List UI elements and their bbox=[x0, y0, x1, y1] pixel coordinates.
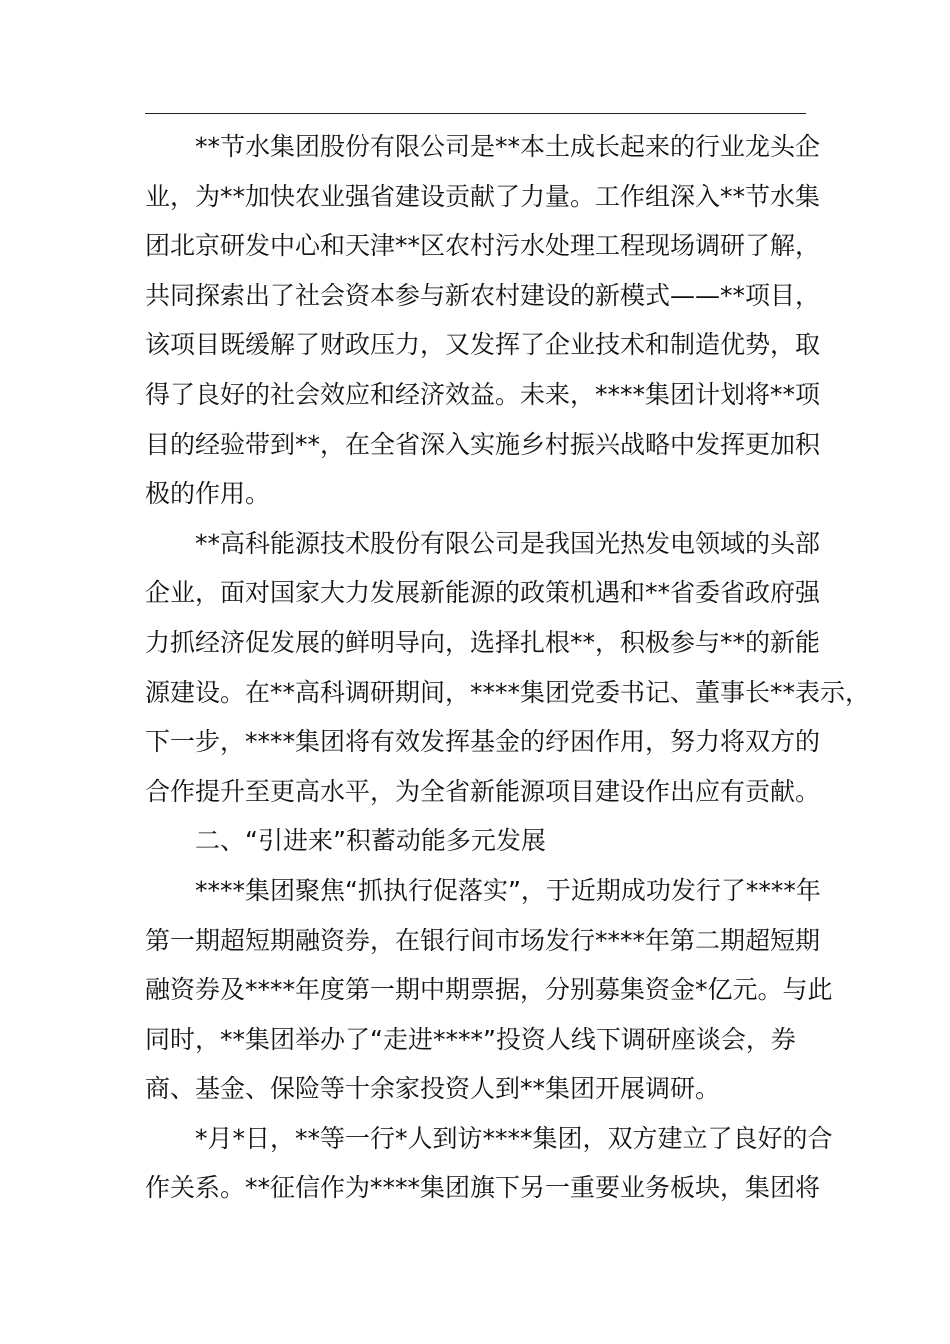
text-line: 该项目既缓解了财政压力，又发挥了企业技术和制造优势，取 bbox=[145, 330, 821, 360]
paragraph-visit bbox=[145, 1114, 833, 1213]
section-heading bbox=[145, 816, 820, 866]
section-heading-text: 二、“引进来”积蓄动能多元发展 bbox=[195, 826, 546, 856]
paragraph-jieshui bbox=[145, 122, 820, 519]
text-line: 团北京研发中心和天津**区农村污水处理工程现场调研了解， bbox=[145, 231, 821, 261]
text-line: 融资券及****年度第一期中期票据，分别募集资金*亿元。与此 bbox=[145, 975, 833, 1005]
text-line: **高科能源技术股份有限公司是我国光热发电领域的头部 bbox=[195, 528, 821, 558]
text-line: 极的作用。 bbox=[145, 479, 271, 509]
paragraph-financing bbox=[145, 866, 833, 1114]
text-line: 第一期超短期融资券，在银行间市场发行****年第二期超短期 bbox=[145, 925, 821, 955]
text-line: 商、基金、保险等十余家投资人到**集团开展调研。 bbox=[145, 1074, 721, 1104]
header-rule bbox=[145, 113, 806, 114]
text-line: 目的经验带到**，在全省深入实施乡村振兴战略中发挥更加积 bbox=[145, 429, 821, 459]
text-line: 源建设。在**高科调研期间，****集团党委书记、董事长**表示， bbox=[145, 677, 871, 707]
text-line: 下一步，****集团将有效发挥基金的纾困作用，努力将双方的 bbox=[145, 727, 821, 757]
text-line: 共同探索出了社会资本参与新农村建设的新模式——**项目， bbox=[145, 280, 821, 310]
text-line: 企业，面对国家大力发展新能源的政策机遇和**省委省政府强 bbox=[145, 578, 821, 608]
text-line: ****集团聚焦“抓执行促落实”，于近期成功发行了****年 bbox=[195, 875, 821, 905]
text-line: 作关系。**征信作为****集团旗下另一重要业务板块，集团将 bbox=[145, 1173, 821, 1203]
text-line: 合作提升至更高水平，为全省新能源项目建设作出应有贡献。 bbox=[145, 776, 821, 806]
text-line: 同时，**集团举办了“走进****”投资人线下调研座谈会，券 bbox=[145, 1024, 796, 1054]
text-line: 得了良好的社会效应和经济效益。未来，****集团计划将**项 bbox=[145, 379, 821, 409]
text-line: **节水集团股份有限公司是**本土成长起来的行业龙头企 bbox=[195, 132, 821, 161]
paragraph-gaoke bbox=[145, 519, 871, 817]
text-line: 业，为**加快农业强省建设贡献了力量。工作组深入**节水集 bbox=[145, 181, 821, 211]
text-line: *月*日，**等一行*人到访****集团，双方建立了良好的合 bbox=[195, 1123, 833, 1153]
text-line: 力抓经济促发展的鲜明导向，选择扎根**，积极参与**的新能 bbox=[145, 627, 821, 657]
body-text bbox=[145, 122, 871, 1213]
